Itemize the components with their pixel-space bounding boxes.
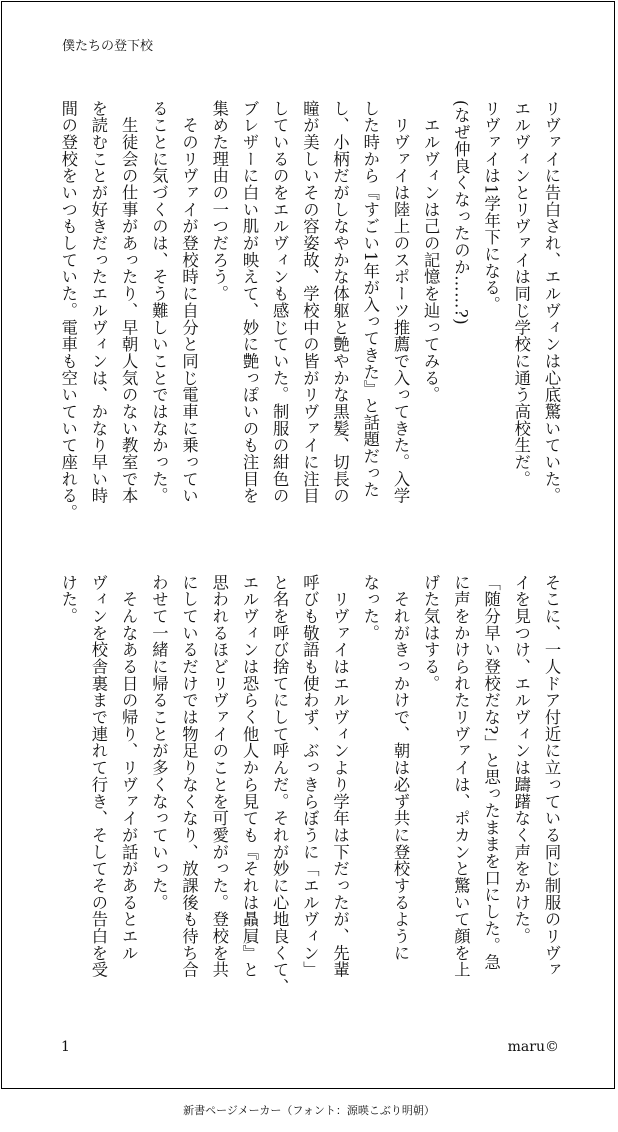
text-line: リヴァイは1学年下になる。 [481, 100, 501, 313]
text-line: 間の登校をいつもしていた。電車も空いていて座れる。 [58, 100, 78, 521]
text-line: リヴァイは陸上のスポーツ推薦で入ってきた。入学 [390, 100, 410, 505]
text-line: 呼びも敬語も使わず、ぶっきらぼうに「エルヴィン」 [300, 574, 320, 979]
text-line: を読むことが好きだったエルヴィンは、かなり早い時 [88, 100, 108, 505]
text-block-upper [2, 100, 566, 540]
text-line: ブレザーに白い肌が映えて、妙に艶っぽいのも注目を [239, 100, 259, 505]
text-line: に声をかけられたリヴァイは、ポカンと驚いて顔を上 [451, 574, 471, 979]
text-block-lower [2, 574, 566, 1014]
text-line: (なぜ仲良くなったのか……?) [451, 100, 471, 326]
text-line: エルヴィンは恐らく他人から見ても『それは贔屓』と [239, 574, 259, 979]
page-number: 1 [61, 1039, 70, 1055]
text-line: エルヴィンは己の記憶を辿ってみる。 [421, 100, 441, 404]
text-line: し、小柄だがしなやかな体躯と艶やかな黒髪、切長の [330, 100, 350, 505]
text-line: にしているだけでは物足りなくなり、放課後も待ち合 [179, 574, 199, 979]
text-line: そこに、一人ドア付近に立っている同じ制服のリヴァ [542, 574, 561, 979]
text-line: 思われるほどリヴァイのことを可愛がった。登校を共 [209, 574, 229, 979]
book-title: 僕たちの登下校 [62, 39, 154, 54]
text-line: しているのをエルヴィンも感じていた。制服の紺色の [270, 100, 290, 505]
text-line: けた。 [58, 574, 78, 625]
text-line: わせて一緒に帰ることが多くなっていった。 [149, 574, 169, 911]
text-line: そんなある日の帰り、リヴァイが話があるとエル [119, 574, 139, 962]
text-line: なった。 [360, 574, 380, 642]
text-line: 瞳が美しいその容姿故、学校中の皆がリヴァイに注目 [300, 100, 320, 505]
book-page [1, 1, 615, 1089]
text-line: と名を呼び捨てにして呼んだ。それが妙に心地良くて、 [270, 574, 290, 995]
text-line: リヴァイはエルヴィンより学年は下だったが、先輩 [330, 574, 350, 979]
text-line: ることに気づくのは、そう難しいことではなかった。 [149, 100, 169, 505]
text-line: 生徒会の仕事があったり、早朝人気のない教室で本 [119, 100, 139, 505]
generator-credit: 新書ページメーカー（フォント：源暎こぶり明朝） [183, 1104, 435, 1117]
text-line: 「随分早い登校だな?」と思ったままを口にした。急 [481, 574, 501, 971]
text-line: げた気はする。 [421, 574, 441, 692]
author-credit: maru© [507, 1039, 559, 1055]
text-line: イを見つけ、エルヴィンは躊躇なく声をかけた。 [511, 574, 531, 945]
text-line: リヴァイに告白され、エルヴィンは心底驚いていた。 [542, 100, 561, 505]
text-line: 集めた理由の一つだろう。 [209, 100, 229, 303]
text-line: そのリヴァイが登校時に自分と同じ電車に乗ってい [179, 100, 199, 505]
text-line: それがきっかけで、朝は必ず共に登校するように [390, 574, 410, 962]
text-line: した時から『すごい1年が入ってきた』と話題だった [360, 100, 380, 499]
text-line: エルヴィンとリヴァイは同じ学校に通う高校生だ。 [511, 100, 531, 488]
text-line: ヴィンを校舎裏まで連れて行き、そしてその告白を受 [88, 574, 108, 979]
